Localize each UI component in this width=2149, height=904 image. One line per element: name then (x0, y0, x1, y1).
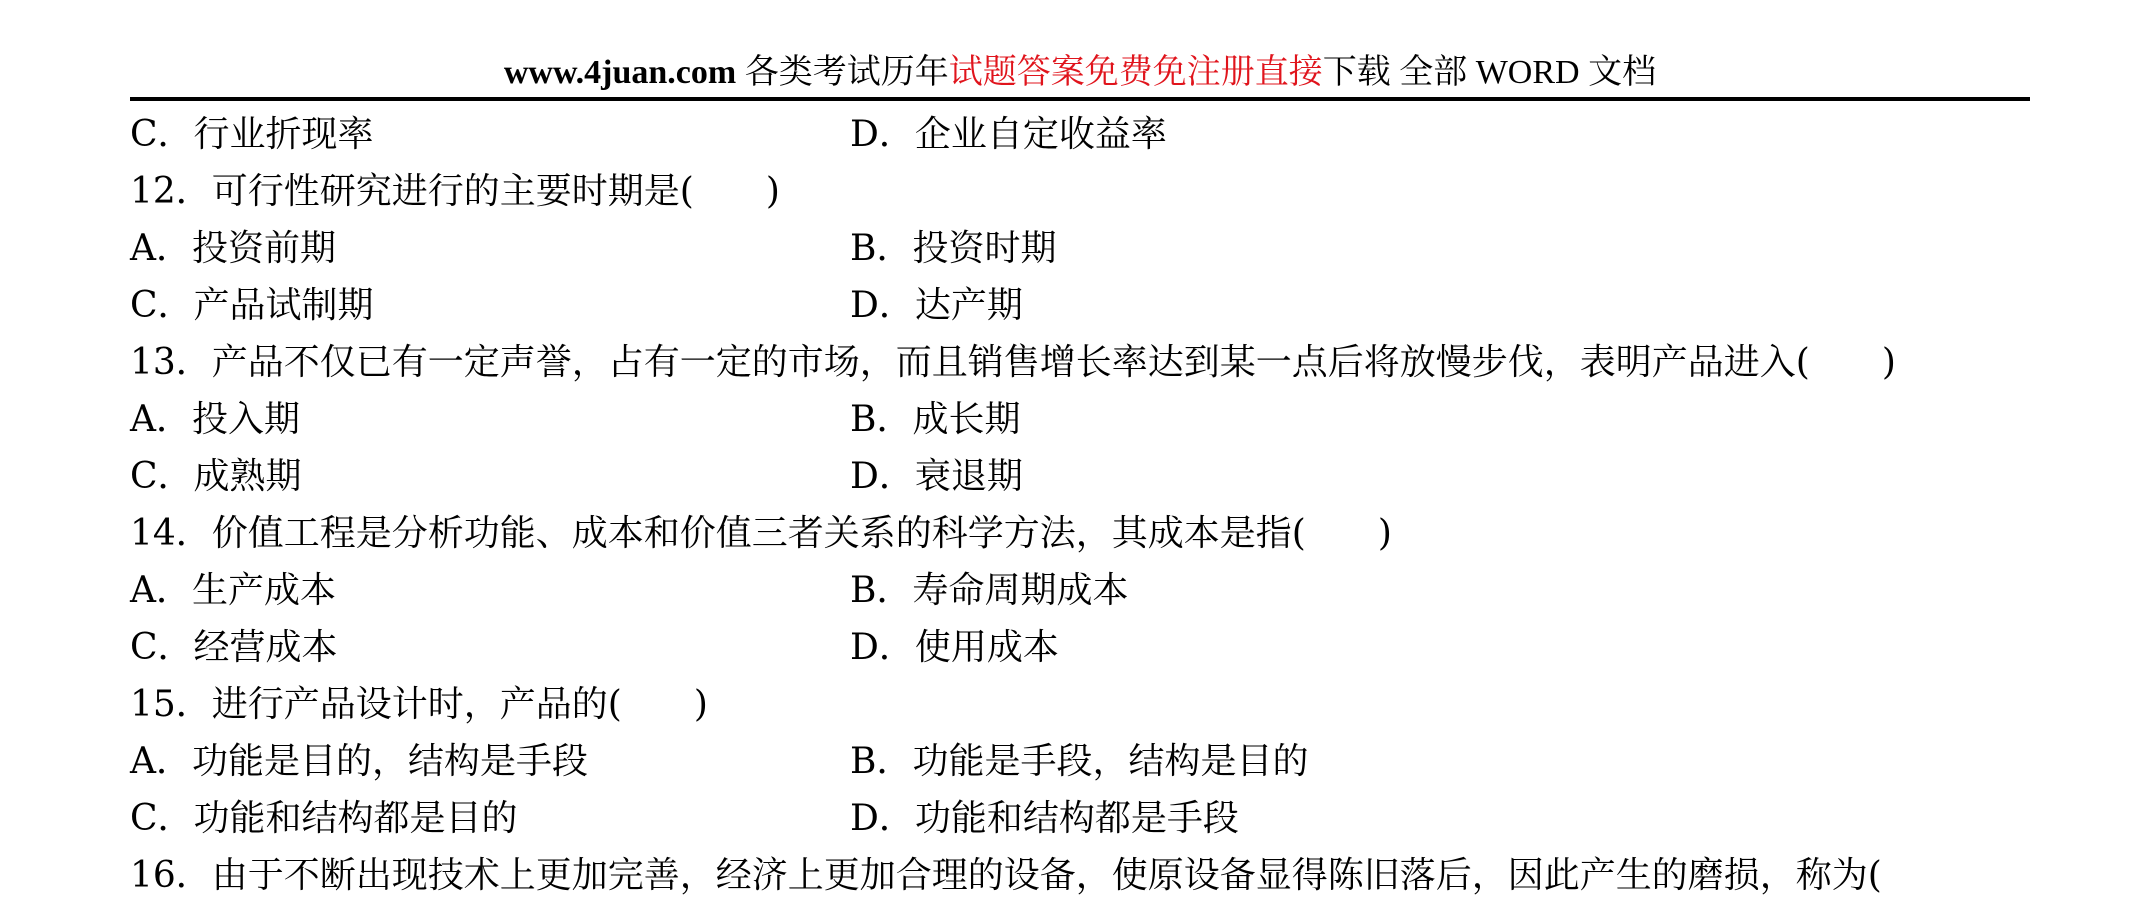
option-d: D．衰退期 (850, 456, 1023, 497)
option-b: B．投资时期 (850, 228, 1057, 269)
option-b: B．功能是手段，结构是目的 (850, 741, 1309, 782)
option-d: D．企业自定收益率 (850, 114, 1167, 155)
option-row (130, 562, 2030, 619)
page-header (130, 50, 2030, 96)
option-row (130, 277, 2030, 334)
option-d: D．功能和结构都是手段 (850, 798, 1239, 839)
question-text: 15．进行产品设计时，产品的( ) (130, 684, 708, 725)
option-row (130, 220, 2030, 277)
option-a: A．投入期 (130, 399, 300, 440)
option-c: C．经营成本 (130, 627, 338, 668)
option-row (130, 106, 2030, 163)
option-c: C．成熟期 (130, 456, 302, 497)
question-text: 13．产品不仅已有一定声誉，占有一定的市场，而且销售增长率达到某一点后将放慢步伐，表明产品进入( ) (130, 342, 1896, 383)
option-d: D．使用成本 (850, 627, 1059, 668)
option-row (130, 619, 2030, 676)
question-text: 12．可行性研究进行的主要时期是( ) (130, 171, 780, 212)
question-15 (130, 676, 2030, 733)
option-b: B．成长期 (850, 399, 1021, 440)
question-16 (130, 847, 2030, 904)
header-divider (130, 97, 2030, 101)
option-row (130, 790, 2030, 847)
header-site: www.4juan.com (503, 54, 737, 91)
header-text-before: 各类考试历年 (736, 54, 949, 91)
question-14 (130, 505, 2030, 562)
option-a: A．功能是目的，结构是手段 (130, 741, 588, 782)
option-row (130, 391, 2030, 448)
option-a: A．投资前期 (130, 228, 336, 269)
option-c: C．功能和结构都是目的 (130, 798, 518, 839)
option-c: C．行业折现率 (130, 114, 374, 155)
option-row (130, 733, 2030, 790)
option-row (130, 448, 2030, 505)
question-text: 16．由于不断出现技术上更加完善，经济上更加合理的设备，使原设备显得陈旧落后，因此产生的磨损，称为( (130, 855, 1882, 896)
header-text-red: 试题答案免费免注册直接 (948, 54, 1323, 91)
option-d: D．达产期 (850, 285, 1023, 326)
option-a: A．生产成本 (130, 570, 336, 611)
question-text: 14．价值工程是分析功能、成本和价值三者关系的科学方法，其成本是指( ) (130, 513, 1392, 554)
question-13 (130, 334, 2030, 391)
option-b: B．寿命周期成本 (850, 570, 1129, 611)
question-12 (130, 163, 2030, 220)
option-c: C．产品试制期 (130, 285, 374, 326)
question-content (130, 106, 2030, 904)
header-text-after: 下载 全部 WORD 文档 (1322, 54, 1657, 91)
